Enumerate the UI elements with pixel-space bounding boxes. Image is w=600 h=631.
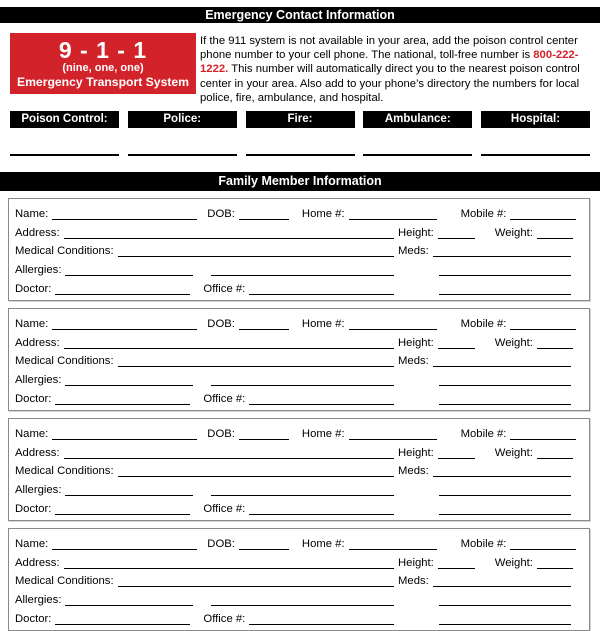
member-meds-fill-line-2[interactable]	[439, 384, 571, 386]
member-address-label: Address:	[15, 336, 60, 349]
member-meds-continuation-group	[398, 604, 580, 607]
member-mobile-number-label: Mobile #:	[460, 427, 507, 440]
member-row-allergies	[15, 588, 580, 607]
member-weight-label: Weight:	[494, 226, 533, 239]
member-row-name-dob-phones	[15, 422, 580, 441]
family-member-block	[8, 418, 590, 521]
member-address-fill-line[interactable]	[64, 347, 394, 349]
member-height-label: Height:	[398, 336, 434, 349]
member-mobile-number-fill-line[interactable]	[510, 438, 576, 440]
member-office-number-label: Office #:	[203, 283, 246, 295]
member-allergies-label: Allergies:	[15, 374, 62, 387]
member-allergies-label: Allergies:	[15, 484, 62, 497]
member-office-number-label: Office #:	[203, 502, 246, 515]
member-meds-label: Meds:	[398, 575, 429, 588]
member-row-address-height-weight	[15, 221, 580, 240]
instructions-text-before: If the 911 system is not available in your area, add the poison control center phone number to your cell phone. The national, toll-free number is	[200, 35, 578, 62]
member-mobile-number-fill-line[interactable]	[510, 328, 576, 330]
member-home-number-fill-line[interactable]	[349, 328, 437, 330]
nine-one-one-badge	[10, 33, 196, 94]
member-office-number-fill-line[interactable]	[249, 513, 394, 515]
member-row-address-height-weight	[15, 331, 580, 350]
member-meds-fill-line-3[interactable]	[439, 293, 571, 295]
member-doctor-label: Doctor:	[15, 502, 52, 515]
member-row-address-height-weight	[15, 551, 580, 570]
police-fill-line[interactable]	[128, 154, 237, 156]
member-address-fill-line[interactable]	[64, 567, 394, 569]
member-meds-fill-line[interactable]	[433, 585, 571, 587]
member-dob-fill-line[interactable]	[239, 438, 289, 440]
emergency-contact-form	[0, 7, 600, 631]
member-height-fill-line[interactable]	[438, 237, 475, 239]
member-medical-conditions-fill-line[interactable]	[118, 365, 394, 367]
family-member-block	[8, 528, 590, 631]
member-weight-fill-line[interactable]	[537, 457, 573, 459]
member-meds-continuation-group-2	[398, 293, 580, 296]
member-name-label: Name:	[15, 537, 49, 550]
member-address-fill-line[interactable]	[64, 457, 394, 459]
member-address-fill-line[interactable]	[64, 237, 394, 239]
member-weight-label: Weight:	[494, 336, 533, 349]
member-doctor-group	[15, 613, 398, 626]
member-name-label: Name:	[15, 427, 49, 440]
member-dob-fill-line[interactable]	[239, 548, 289, 550]
member-dob-label: DOB:	[207, 537, 235, 550]
member-dob-label: DOB:	[207, 427, 235, 440]
member-office-number-fill-line[interactable]	[249, 623, 394, 625]
member-meds-label: Meds:	[398, 355, 429, 368]
member-doctor-label: Doctor:	[15, 392, 52, 405]
contact-label-police: Police:	[128, 111, 237, 128]
member-name-label: Name:	[15, 207, 49, 220]
member-dob-fill-line[interactable]	[239, 218, 289, 220]
member-meds-continuation-group	[398, 384, 580, 387]
member-dob-label: DOB:	[207, 207, 235, 220]
family-member-blocks	[0, 198, 600, 631]
member-mobile-number-fill-line[interactable]	[510, 218, 576, 220]
member-home-number-fill-line[interactable]	[349, 438, 437, 440]
member-allergies-fill-line[interactable]	[65, 604, 193, 606]
member-home-number-label: Home #:	[301, 207, 345, 220]
member-doctor-label: Doctor:	[15, 612, 52, 625]
member-mobile-number-fill-line[interactable]	[510, 548, 576, 550]
member-address-label: Address:	[15, 446, 60, 459]
member-office-number-label: Office #:	[203, 392, 246, 405]
member-row-name-dob-phones	[15, 312, 580, 331]
emergency-contact-header-title: Emergency Contact Information	[205, 8, 395, 22]
badge-number-text: 9 - 1 - 1	[58, 37, 148, 63]
member-doctor-label: Doctor:	[15, 283, 52, 295]
member-address-group	[15, 557, 398, 570]
member-meds-fill-line[interactable]	[433, 255, 571, 257]
instructions-text-after: This number will automatically direct you to the nearest poison control center in your area. Also add to your phone’s directory the numbers for local police, fire, ambulance, and hospital.	[200, 63, 580, 104]
poison-control-instructions	[200, 34, 590, 105]
member-mobile-number-label: Mobile #:	[460, 207, 507, 220]
member-meds-fill-line-3[interactable]	[439, 403, 571, 405]
member-address-group	[15, 337, 398, 350]
member-address-label: Address:	[15, 556, 60, 569]
member-row-allergies	[15, 478, 580, 497]
member-home-number-label: Home #:	[301, 317, 345, 330]
member-row-doctor-office	[15, 277, 580, 296]
member-doctor-group	[15, 503, 398, 516]
member-weight-fill-line[interactable]	[537, 347, 573, 349]
member-height-weight-group	[398, 337, 580, 350]
member-meds-fill-line[interactable]	[433, 365, 571, 367]
member-home-number-label: Home #:	[301, 537, 345, 550]
member-allergies-group	[15, 264, 398, 277]
member-meds-continuation-group-2	[398, 403, 580, 406]
member-meds-fill-line-3[interactable]	[439, 513, 571, 515]
member-name-fill-line[interactable]	[52, 328, 197, 330]
member-allergies-fill-line[interactable]	[65, 274, 193, 276]
member-height-label: Height:	[398, 226, 434, 239]
member-height-label: Height:	[398, 446, 434, 459]
hospital-fill-line[interactable]	[481, 154, 590, 156]
member-medical-conditions-group	[15, 355, 398, 368]
member-office-number-fill-line[interactable]	[249, 403, 394, 405]
family-member-header-title: Family Member Information	[218, 174, 382, 189]
member-weight-label: Weight:	[494, 446, 533, 459]
member-meds-continuation-group	[398, 494, 580, 497]
member-medical-conditions-fill-line[interactable]	[118, 255, 394, 257]
member-mobile-number-label: Mobile #:	[460, 537, 507, 550]
member-row-doctor-office	[15, 497, 580, 516]
member-meds-group	[398, 575, 580, 588]
member-meds-label: Meds:	[398, 465, 429, 478]
member-row-doctor-office	[15, 387, 580, 406]
member-doctor-fill-line[interactable]	[55, 623, 190, 625]
member-doctor-group	[15, 393, 398, 406]
member-height-fill-line[interactable]	[438, 347, 475, 349]
member-allergies-fill-line-2[interactable]	[211, 274, 394, 276]
member-meds-fill-line-2[interactable]	[439, 494, 571, 496]
member-row-allergies	[15, 368, 580, 387]
member-home-number-label: Home #:	[301, 427, 345, 440]
member-meds-continuation-group	[398, 274, 580, 277]
member-medical-conditions-label: Medical Conditions:	[15, 355, 114, 368]
member-dob-label: DOB:	[207, 317, 235, 330]
member-weight-label: Weight:	[494, 556, 533, 569]
contact-label-fire: Fire:	[246, 111, 355, 128]
member-allergies-label: Allergies:	[15, 264, 62, 277]
member-meds-group	[398, 465, 580, 478]
member-allergies-group	[15, 484, 398, 497]
member-height-fill-line[interactable]	[438, 457, 475, 459]
family-member-header-bar	[0, 172, 600, 191]
member-allergies-fill-line-2[interactable]	[211, 604, 394, 606]
member-office-number-label: Office #:	[203, 612, 246, 625]
member-row-medical-meds	[15, 350, 580, 369]
member-allergies-fill-line-2[interactable]	[211, 384, 394, 386]
member-medical-conditions-label: Medical Conditions:	[15, 465, 114, 478]
member-height-weight-group	[398, 557, 580, 570]
member-meds-group	[398, 355, 580, 368]
member-name-fill-line[interactable]	[52, 438, 197, 440]
member-address-label: Address:	[15, 226, 60, 239]
member-row-allergies	[15, 258, 580, 277]
member-address-group	[15, 447, 398, 460]
member-dob-fill-line[interactable]	[239, 328, 289, 330]
member-height-weight-group	[398, 227, 580, 240]
member-row-doctor-office	[15, 607, 580, 626]
member-office-number-fill-line[interactable]	[249, 293, 394, 295]
member-allergies-fill-line[interactable]	[65, 494, 193, 496]
poison-control-fill-line[interactable]	[10, 154, 119, 156]
member-meds-fill-line-2[interactable]	[439, 604, 571, 606]
member-name-fill-line[interactable]	[52, 218, 197, 220]
member-meds-continuation-group-2	[398, 513, 580, 516]
member-height-label: Height:	[398, 556, 434, 569]
member-allergies-fill-line[interactable]	[65, 384, 193, 386]
family-member-block	[8, 308, 590, 411]
member-doctor-group	[15, 283, 398, 296]
member-mobile-number-label: Mobile #:	[460, 317, 507, 330]
member-medical-conditions-fill-line[interactable]	[118, 585, 394, 587]
member-medical-conditions-group	[15, 465, 398, 478]
emergency-contact-header-bar	[0, 7, 600, 23]
member-home-number-fill-line[interactable]	[349, 548, 437, 550]
member-height-fill-line[interactable]	[438, 567, 475, 569]
contact-label-hospital: Hospital:	[481, 111, 590, 128]
member-row-name-dob-phones	[15, 202, 580, 221]
member-meds-fill-line[interactable]	[433, 475, 571, 477]
member-medical-conditions-label: Medical Conditions:	[15, 575, 114, 588]
member-meds-fill-line-2[interactable]	[439, 274, 571, 276]
family-member-block	[8, 198, 590, 301]
member-meds-label: Meds:	[398, 245, 429, 258]
member-row-medical-meds	[15, 570, 580, 589]
member-row-address-height-weight	[15, 441, 580, 460]
badge-subtitle-text: Emergency Transport System	[16, 75, 190, 89]
emergency-info-section	[10, 33, 590, 105]
member-weight-fill-line[interactable]	[537, 567, 573, 569]
member-height-weight-group	[398, 447, 580, 460]
member-meds-fill-line-3[interactable]	[439, 623, 571, 625]
member-medical-conditions-group	[15, 575, 398, 588]
member-row-medical-meds	[15, 460, 580, 479]
member-allergies-fill-line-2[interactable]	[211, 494, 394, 496]
member-meds-group	[398, 245, 580, 258]
member-medical-conditions-group	[15, 245, 398, 258]
member-weight-fill-line[interactable]	[537, 237, 573, 239]
member-allergies-label: Allergies:	[15, 594, 62, 607]
fire-fill-line[interactable]	[246, 154, 355, 156]
member-name-fill-line[interactable]	[52, 548, 197, 550]
member-address-group	[15, 227, 398, 240]
member-doctor-fill-line[interactable]	[55, 403, 190, 405]
member-home-number-fill-line[interactable]	[349, 218, 437, 220]
member-row-name-dob-phones	[15, 532, 580, 551]
emergency-contacts-fill-row	[10, 154, 590, 156]
member-name-label: Name:	[15, 317, 49, 330]
contact-label-poison-control: Poison Control:	[10, 111, 119, 128]
badge-words-text: (nine, one, one)	[62, 62, 144, 74]
member-allergies-group	[15, 594, 398, 607]
member-allergies-group	[15, 374, 398, 387]
member-doctor-fill-line[interactable]	[55, 293, 190, 295]
member-medical-conditions-label: Medical Conditions:	[15, 245, 114, 258]
contact-label-ambulance: Ambulance:	[363, 111, 472, 128]
ambulance-fill-line[interactable]	[363, 154, 472, 156]
member-meds-continuation-group-2	[398, 623, 580, 626]
member-medical-conditions-fill-line[interactable]	[118, 475, 394, 477]
member-row-medical-meds	[15, 240, 580, 259]
member-doctor-fill-line[interactable]	[55, 513, 190, 515]
emergency-contacts-label-row	[10, 111, 590, 128]
poison-control-phone-number: 800-222-1222.	[200, 49, 579, 76]
